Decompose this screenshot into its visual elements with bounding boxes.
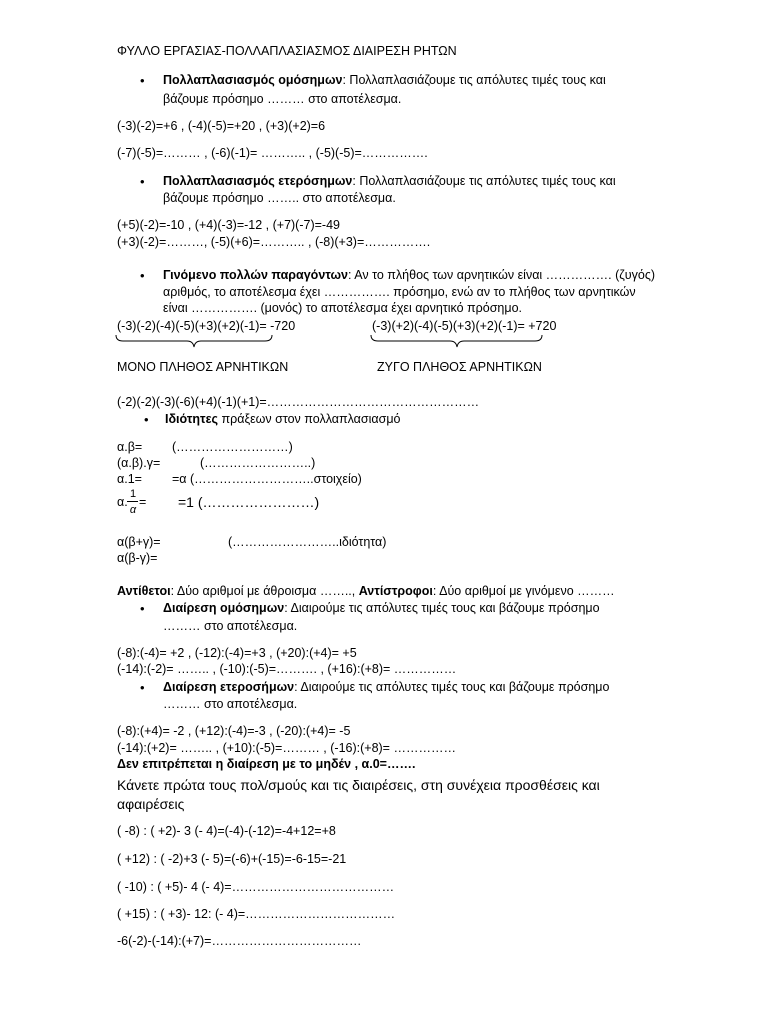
bullet-icon: • xyxy=(140,174,145,189)
bullet-icon: • xyxy=(140,73,145,88)
rule-heading: Πολλαπλασιασμός ομόσημων xyxy=(163,73,343,87)
bullet-icon: • xyxy=(140,268,145,283)
label-even-negatives: ΖΥΓΟ ΠΛΗΘΟΣ ΑΡΝΗΤΙΚΩΝ xyxy=(377,360,542,374)
example-line: (+5)(-2)=-10 , (+4)(-3)=-12 , (+7)(-7)=-49 xyxy=(117,218,340,232)
property-identity-blank: =α (………………………..στοιχείο) xyxy=(172,472,362,486)
brace-left xyxy=(115,334,275,350)
exercise-line: (-14):(+2)= …….. , (+10):(-5)=……… , (-16):(+8)= …………… xyxy=(117,741,456,755)
brace-right xyxy=(370,334,550,350)
opposites-reciprocals-line xyxy=(117,584,615,599)
rule-heading: Διαίρεση ετεροσήμων xyxy=(163,680,295,694)
exercise-line: (-2)(-2)(-3)(-6)(+4)(-1)(+1)=…………………………………………… xyxy=(117,395,480,409)
opposites-definition: : Δύο αριθμοί με άθροισμα …….., xyxy=(170,584,356,598)
rule-same-sign-division xyxy=(163,601,600,616)
term-opposites: Αντίθετοι xyxy=(117,584,171,598)
example-line: (-3)(-2)=+6 , (-4)(-5)=+20 , (+3)(+2)=6 xyxy=(117,119,326,133)
rule-text: : Αν το πλήθος των αρνητικών είναι ……………. (ζυγός) xyxy=(348,268,656,282)
rule-many-factors xyxy=(163,268,655,283)
rule-heading: Πολλαπλασιασμός ετερόσημων xyxy=(163,174,353,188)
instructions-line: Κάνετε πρώτα τους πολ/σμούς και τις διαιρέσεις, στη συνέχεια προσθέσεις και xyxy=(117,777,600,793)
rule-text: : Πολλαπλασιάζουμε τις απόλυτες τιμές τους και xyxy=(342,73,606,87)
property-inverse-lhs: α. xyxy=(117,495,128,509)
reciprocals-definition: : Δύο αριθμοί με γινόμενο ……… xyxy=(432,584,615,598)
property-associative-lhs: (α.β).γ= xyxy=(117,456,161,470)
bullet-icon: • xyxy=(144,412,149,427)
property-distributive-minus: α(β-γ)= xyxy=(117,551,158,565)
rule-text-continued: αριθμός, το αποτέλεσμα έχει ……………. πρόσημο, ενώ αν το πλήθος των αρνητικών xyxy=(163,285,636,299)
exercise-line: ( +15) : ( +3)- 12: (- 4)=……………………………… xyxy=(117,907,396,921)
worked-example: ( +12) : ( -2)+3 (- 5)=(-6)+(-15)=-6-15=-21 xyxy=(117,852,347,866)
worked-example: ( -8) : ( +2)- 3 (- 4)=(-4)-(-12)=-4+12=+8 xyxy=(117,824,336,838)
fraction-denominator: α xyxy=(129,504,137,516)
example-line: (-8):(-4)= +2 , (-12):(-4)=+3 , (+20):(+4)= +5 xyxy=(117,646,357,660)
product-odd-negatives: (-3)(-2)(-4)(-5)(+3)(+2)(-1)= -720 xyxy=(117,319,296,333)
label-odd-negatives: ΜΟΝΟ ΠΛΗΘΟΣ ΑΡΝΗΤΙΚΩΝ xyxy=(117,360,289,374)
exercise-line: (-14):(-2)= …….. , (-10):(-5)=………. , (+16):(+8)= …………… xyxy=(117,662,457,676)
rule-text-continued: βάζουμε πρόσημο …….. στο αποτέλεσμα. xyxy=(163,191,396,205)
rule-heading: Γινόμενο πολλών παραγόντων xyxy=(163,268,349,282)
exercise-line: ( -10) : ( +5)- 4 (- 4)=………………………………… xyxy=(117,880,395,894)
rule-text: : Διαιρούμε τις απόλυτες τιμές τους και βάζουμε πρόσημο xyxy=(294,680,610,694)
property-inverse-equals: = xyxy=(139,495,147,509)
property-inverse-blank: =1 (……………………) xyxy=(178,494,320,510)
bullet-icon: • xyxy=(140,601,145,616)
property-distributive-lhs: α(β+γ)= xyxy=(117,535,161,549)
rule-text: : Πολλαπλασιάζουμε τις απόλυτες τιμές τους και xyxy=(352,174,616,188)
property-distributive-blank: (……………………..ιδιότητα) xyxy=(228,535,387,549)
bullet-icon: • xyxy=(140,680,145,695)
property-commutative-blank: (………………………) xyxy=(172,440,293,454)
instructions-line-continued: αφαιρέσεις xyxy=(117,796,185,812)
example-line: (-8):(+4)= -2 , (+12):(-4)=-3 , (-20):(+4)= -5 xyxy=(117,724,351,738)
fraction-bar xyxy=(127,501,138,502)
rule-heading: Διαίρεση ομόσημων xyxy=(163,601,285,615)
rule-same-sign-multiplication xyxy=(163,73,606,88)
rule-text-continued: ……… στο αποτέλεσμα. xyxy=(163,697,298,711)
worksheet-title: ΦΥΛΛΟ ΕΡΓΑΣΙΑΣ-ΠΟΛΛΑΠΛΑΣΙΑΣΜΟΣ ΔΙΑΙΡΕΣΗ ΡΗΤΩΝ xyxy=(117,44,457,58)
rule-heading: Ιδιότητες xyxy=(165,412,219,426)
property-associative-blank: (……………………..) xyxy=(200,456,316,470)
properties-heading xyxy=(165,412,400,427)
rule-different-sign-multiplication xyxy=(163,174,616,189)
rule-text-continued: ……… στο αποτέλεσμα. xyxy=(163,619,298,633)
term-reciprocals: Αντίστροφοι xyxy=(358,584,433,598)
fraction-numerator: 1 xyxy=(129,488,137,500)
exercise-line: (+3)(-2)=………, (-5)(+6)=……….. , (-8)(+3)=……………. xyxy=(117,235,431,249)
division-by-zero-note: Δεν επιτρέπεται η διαίρεση με το μηδέν , α.0=……. xyxy=(117,757,416,771)
exercise-line: (-7)(-5)=……… , (-6)(-1)= ……….. , (-5)(-5)=……………. xyxy=(117,146,428,160)
rule-text: πράξεων στον πολλαπλασιασμό xyxy=(218,412,401,426)
property-commutative-lhs: α.β= xyxy=(117,440,143,454)
property-identity-lhs: α.1= xyxy=(117,472,142,486)
exercise-line: -6(-2)-(-14):(+7)=……………………………… xyxy=(117,934,362,948)
product-even-negatives: (-3)(+2)(-4)(-5)(+3)(+2)(-1)= +720 xyxy=(372,319,557,333)
rule-text-continued: είναι ……………. (μονός) το αποτέλεσμα έχει αρνητικό πρόσημο. xyxy=(163,301,522,315)
rule-text: : Διαιρούμε τις απόλυτες τιμές τους και βάζουμε πρόσημο xyxy=(284,601,600,615)
rule-text-continued: βάζουμε πρόσημο ……… στο αποτέλεσμα. xyxy=(163,92,402,106)
rule-different-sign-division xyxy=(163,680,609,695)
